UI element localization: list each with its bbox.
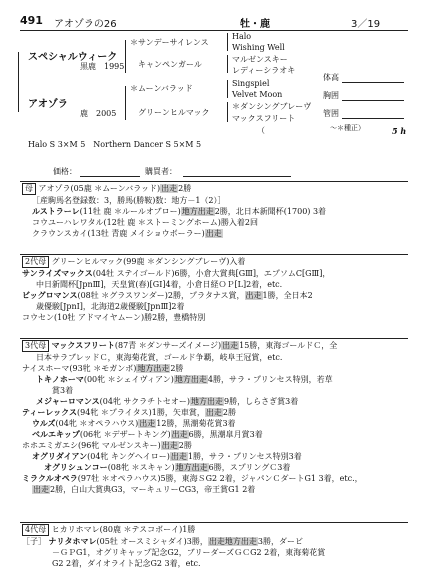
l6-text: (06牝 ＊デザートキング) xyxy=(79,430,171,439)
c1-line3: G2 2着，ダイオライト記念G2 3着，etc. xyxy=(52,559,201,568)
sire-sire-dam: Wishing Well xyxy=(232,43,285,52)
dam-sire-bracket xyxy=(227,80,228,98)
e2-grade: 出走 xyxy=(245,291,262,300)
sire-dam-sire: マルゼンスキー xyxy=(232,55,288,64)
e2-name: ビッグロマンス xyxy=(22,290,78,300)
l1-tail: 2勝 xyxy=(170,364,184,373)
dam-section-divider xyxy=(20,181,408,182)
l10-grade: 出走 xyxy=(33,485,49,494)
fourth-header: ヒカリホマレ(80鹿 ＊テスコボーイ)1勝 xyxy=(51,525,196,534)
l10-name: ミラクルオペラ xyxy=(22,473,78,483)
e2-text: (08牡 ＊グラスワンダー)2勝，プラタナス賞， xyxy=(77,291,245,300)
pedigree-main-bracket xyxy=(18,52,19,112)
l3-grade: 地方出走 xyxy=(191,397,224,406)
e1-text: (04牡 ステイゴールド)6勝，小倉大賞典[GⅢ]，エプソムC[GⅢ]， xyxy=(92,269,331,278)
second-header: グリーンヒルマック(99鹿 ＊ダンシングブレーヴ)入着 xyxy=(51,257,246,266)
e1-name: サンライズマックス xyxy=(22,268,93,278)
fourth-tag: 4代母 xyxy=(22,524,49,536)
cannon-label: 管囲 xyxy=(323,109,339,118)
dam-tag: 母 xyxy=(22,183,36,195)
l1-grade: 地方出走 xyxy=(137,364,170,373)
dam-sire-sire: Singspiel xyxy=(232,79,270,88)
sire-sire-sire: Halo xyxy=(232,32,252,41)
l7: ホホエミガエシ(96牝 マルゼンスキー) xyxy=(22,441,161,450)
third-header-grade: 出走 xyxy=(222,341,239,350)
dam-line3-name: ルストラーレ xyxy=(32,206,80,216)
c1-line2: －ＧＰG1，オグリキャップ記念G2，ブリーダーズＧＣG2 2着，東海菊花賞 xyxy=(52,548,326,557)
third-tag: 3代母 xyxy=(22,340,49,352)
c1-tail: 3勝，ダービ xyxy=(257,537,303,546)
l8-tail: 1勝，サラ・プリンセス特別3着 xyxy=(187,452,302,461)
l4-text: (94牝 ＊プライタス)1勝，矢車賞， xyxy=(77,408,205,417)
second-section-divider xyxy=(20,254,408,255)
dam-line3-rest: (11牡 鹿 ＊ルールオブロー) xyxy=(79,207,181,216)
inbreeding: Halo S 3×M 5 Northern Dancer S 5×M 5 xyxy=(28,140,202,149)
l6-grade: 出走 xyxy=(171,430,188,439)
l3-name: メジャーロマンス xyxy=(36,396,100,406)
sex-color: 牡・鹿 xyxy=(240,19,270,30)
l7-tail: 2勝 xyxy=(178,441,192,450)
dam-dam-sire: ＊ダンシングブレーヴ xyxy=(232,102,312,111)
c1-grade: 出走地方出走 xyxy=(208,537,257,546)
dam-line1: アオゾラ(05鹿 ＊ムーンバラッド) xyxy=(38,184,161,193)
sire-bracket xyxy=(125,40,126,73)
dam-line5-grade: 出走 xyxy=(205,229,222,238)
sire-dam-bracket xyxy=(227,55,228,73)
dam-line5: クラウンスカイ(13牡 青鹿 メイショウボーラー) xyxy=(32,229,205,238)
third-header-line2: 日本サラブレッドＣ，東海菊花賞，ゴールド争覇，岐阜王冠賞，etc. xyxy=(36,353,283,362)
l1: ナイスホーマ(93牝 ＊モガンボ) xyxy=(22,364,137,373)
third-header-tail: 15勝，東海ゴールドＣ，全 xyxy=(239,341,338,350)
l2-grade: 地方出走 xyxy=(174,375,207,384)
e2-line2: 歳優駿[JpnⅠ]，北海道2歳優駿[JpnⅢ]2着 xyxy=(36,302,185,311)
dam-line4: コウユーハレワタル(12牡 鹿 ＊ストーミングホーム)勝入着2回 xyxy=(32,218,258,227)
fourth-section-divider xyxy=(20,522,408,523)
header-divider xyxy=(20,30,408,31)
dam-name: アオゾラ xyxy=(28,99,68,110)
price-line xyxy=(80,176,140,177)
dam-bracket xyxy=(125,86,126,120)
l5-tail: 12勝，黒潮菊花賞3着 xyxy=(156,419,236,428)
pedigree-paren: （ xyxy=(257,126,265,135)
l3-tail: 9勝，しらさぎ賞3着 xyxy=(224,397,299,406)
lot-number: 491 xyxy=(20,14,43,27)
height-label: 体高 xyxy=(323,73,339,82)
l5-grade: 出走 xyxy=(139,419,156,428)
chest-line xyxy=(342,100,404,101)
chest-label: 胸囲 xyxy=(323,91,339,100)
l2-tail: 4勝，サラ・プリンセス特別，若草 xyxy=(207,375,333,384)
l4-tail: 2勝 xyxy=(222,408,236,417)
cannon-line xyxy=(342,118,404,119)
approx-label: 〜＊種正） xyxy=(330,124,365,132)
l4-name: ティーレックス xyxy=(22,407,78,417)
h-mark: 5 h xyxy=(392,126,407,136)
dam-color-year: 鹿 2005 xyxy=(80,109,117,118)
sire-dam-dam: レディーシラオキ xyxy=(232,66,296,75)
e1-line2: 中日新聞杯[JpnⅢ]，天皇賞(春)[GⅠ]4着，小倉日経ＯＰ[L]2着，etc. xyxy=(36,280,283,289)
l8-text: (04牝 キングヘイロー) xyxy=(87,452,170,461)
fourth-section xyxy=(22,524,416,569)
l5-name: ウルズ xyxy=(32,418,56,428)
l10-line2: 2勝，白山大賞典G3，マーキュリーCG3，帝王賞G1 2着 xyxy=(50,485,256,494)
dam-line1-grade: 出走 xyxy=(161,184,178,193)
second-tag: 2代母 xyxy=(22,256,49,268)
price-label: 価格： xyxy=(53,167,77,176)
second-section xyxy=(22,256,416,323)
l9-grade: 地方出走 xyxy=(175,463,208,472)
buyer-line xyxy=(183,176,291,177)
e2-tail: 1勝，全日本2 xyxy=(262,291,313,300)
dam-section xyxy=(22,183,416,239)
third-header-text: (87青 ＊ダンサーズイメージ) xyxy=(114,341,222,350)
dam-dam: グリーンヒルマック xyxy=(138,108,210,117)
third-section-divider xyxy=(20,338,408,339)
l6-tail: 6勝，黒潮皐月賞3着 xyxy=(188,430,263,439)
buyer-label: 購買者： xyxy=(145,167,177,176)
l8-name: オグリダイアン xyxy=(32,451,88,461)
dam-sire-dam: Velvet Moon xyxy=(232,90,283,99)
c1-name: ナリタホマレ xyxy=(48,536,97,546)
child-tag: ［子］ xyxy=(22,537,46,546)
l9-name: オグリシュンコー xyxy=(44,462,108,472)
e3: コウセン(10牡 アドマイヤムーン)勝2勝，豊橋特別 xyxy=(22,313,206,322)
third-section xyxy=(22,340,416,495)
l9-text: (08牝 ＊スキャン) xyxy=(107,463,175,472)
l8-grade: 出走 xyxy=(170,452,187,461)
sire-sire: ＊サンデーサイレンス xyxy=(130,38,209,47)
dam-line1-tail: 2勝 xyxy=(178,184,192,193)
c1-text: (05牡 オースミシャダイ)3勝， xyxy=(96,537,208,546)
birth-date: 3／19 xyxy=(351,19,381,30)
sire-color-year: 黒鹿 1995 xyxy=(80,62,125,71)
l3-text: (04牝 サクラチトセオー) xyxy=(99,397,191,406)
sire-sire-bracket xyxy=(227,33,228,51)
l4-grade: 出走 xyxy=(205,408,222,417)
dam-dam-dam: マックスフリート xyxy=(232,114,296,123)
l10-text: (97牡 ＊オペラハウス)5勝，東海ＳG2 2着，ジャパンＣダートG1 3着，etc.， xyxy=(77,474,363,483)
l6-name: ベルエキップ xyxy=(32,429,80,439)
l5-text: (04牝 ＊オペラハウス) xyxy=(55,419,139,428)
dam-dam-bracket xyxy=(227,102,228,122)
l2-text: (00牝 ＊シェイヴィアン) xyxy=(83,375,174,384)
third-header-name: マックスフリート xyxy=(51,340,115,350)
l7-grade: 出走 xyxy=(161,441,178,450)
dam-line3-grade: 地方出走 xyxy=(181,207,214,216)
sire-name: スペシャルウィーク xyxy=(28,52,118,63)
dam-line3-tail: 2勝，北日本新聞杯(1700) 3着 xyxy=(214,207,327,216)
l2-name: トキノホーマ xyxy=(36,374,84,384)
sire-dam: キャンペンガール xyxy=(138,60,202,69)
dam-line2: ［産駒馬名登録数：3，勝馬(勝鞍)数：地方－1（2）］ xyxy=(32,196,226,205)
height-line xyxy=(342,82,404,83)
dam-sire: ＊ムーンバラッド xyxy=(130,84,193,93)
horse-name: アオゾラの26 xyxy=(54,19,117,30)
l2-line2: 賞3着 xyxy=(52,386,74,395)
l9-tail: 6勝，スプリングＣ3着 xyxy=(208,463,291,472)
